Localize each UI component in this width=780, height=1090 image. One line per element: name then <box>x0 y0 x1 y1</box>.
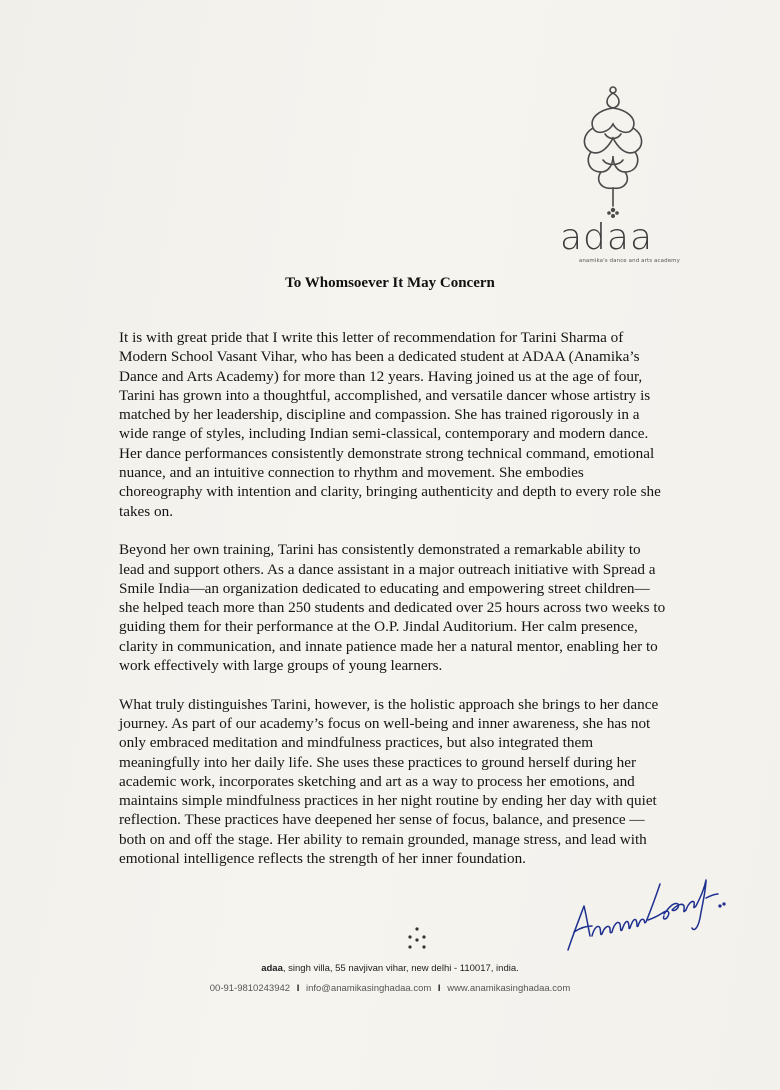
paragraph-1 <box>119 328 709 521</box>
footer-separator: I <box>296 983 300 994</box>
handwritten-signature <box>560 862 730 957</box>
text-line: matched by her leadership, discipline and compassion. She has trained rigorously in a <box>119 406 640 424</box>
text-line: What truly distinguishes Tarini, however, is the holistic approach she brings to her dance <box>119 695 659 713</box>
text-line: emotional intelligence reflects the strength of her inner foundation. <box>119 850 526 868</box>
text-line: clarity in communication, and innate patience made her a natural mentor, enabling her to <box>119 637 658 655</box>
text-line: maintains simple mindfulness practices in her night routine by ending her day with quiet <box>119 792 657 810</box>
text-line: Her dance performances consistently demonstrate strong technical command, emotional <box>119 444 655 462</box>
text-line: Beyond her own training, Tarini has consistently demonstrated a remarkable ability to <box>119 541 641 559</box>
text-line: Smile India—an organization dedicated to educating and empowering street children— <box>119 579 650 597</box>
letter-heading: To Whomsoever It May Concern <box>285 275 495 291</box>
footer-contact <box>0 983 780 994</box>
footer-separator: I <box>437 983 441 994</box>
dots-ornament-icon <box>404 926 430 952</box>
text-line: only embraced meditation and mindfulness practices, but also integrated them <box>119 734 594 752</box>
paragraph-2 <box>119 540 709 675</box>
text-line: Modern School Vasant Vihar, who has been a dedicated student at ADAA (Anamika’s <box>119 348 640 366</box>
text-line: nuance, and an intuitive connection to rhythm and movement. She embodies <box>119 464 584 482</box>
footer-email[interactable]: info@anamikasinghadaa.com <box>305 983 432 994</box>
text-line: both on and off the stage. Her ability to remain grounded, manage stress, and lead with <box>119 830 647 848</box>
text-line: wide range of styles, including Indian semi-classical, contemporary and modern dance. <box>119 425 649 443</box>
paragraph-3 <box>119 695 709 869</box>
text-line: journey. As part of our academy’s focus on well-being and inner awareness, she has not <box>119 714 651 732</box>
footer-address <box>0 963 780 974</box>
text-line: It is with great pride that I write this letter of recommendation for Tarini Sharma of <box>119 329 624 346</box>
text-line: academic work, incorporates sketching and art as a way to process her emotions, and <box>119 772 635 790</box>
text-line: meaningfully into her daily life. She uses these practices to ground herself during her <box>119 753 637 771</box>
logo-tagline: anamika's dance and arts academy <box>578 258 680 264</box>
text-line: guiding them for their performance at the O.P. Jindal Auditorium. Her calm presence, <box>119 618 638 636</box>
footer-website[interactable]: www.anamikasinghadaa.com <box>447 983 571 994</box>
letter-body <box>119 328 709 888</box>
footer-phone: 00-91-9810243942 <box>209 983 291 994</box>
text-line: she helped teach more than 250 students and dedicated over 25 hours across two weeks to <box>119 599 666 617</box>
text-line: reflection. These practices have deepened her sense of focus, balance, and presence — <box>119 811 645 829</box>
logo-wordmark: adaa <box>560 217 654 258</box>
text-line: work effectively with large groups of young learners. <box>119 657 443 675</box>
text-line: takes on. <box>119 502 173 520</box>
text-line: Dance and Arts Academy) for more than 12 years. Having joined us at the age of four, <box>119 367 643 385</box>
footer-brand: adaa <box>261 963 283 974</box>
footer-address-text: , singh villa, 55 navjivan vihar, new delhi - 110017, india. <box>282 963 519 974</box>
text-line: Tarini has grown into a thoughtful, accomplished, and versatile dancer whose artistry is <box>119 386 651 404</box>
text-line: choreography with intention and clarity, bringing authenticity and depth to every role she <box>119 483 661 501</box>
ornamental-knot-icon <box>575 84 651 224</box>
text-line: lead and support others. As a dance assistant in a major outreach initiative with Spread a <box>119 560 656 578</box>
